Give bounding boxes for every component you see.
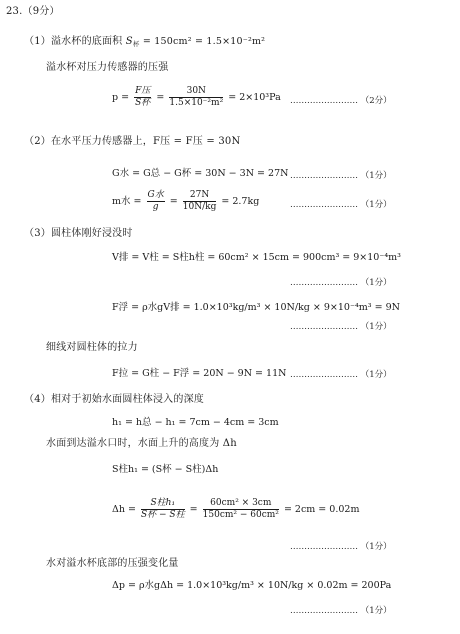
p-fraction2-num: 30N: [169, 86, 223, 98]
p-fraction-den: S杯: [135, 98, 151, 108]
dh-fraction2: [203, 498, 279, 521]
m-fraction: [147, 190, 165, 213]
part1-area-eq: = 150cm² = 1.5×10⁻²m²: [142, 36, 266, 47]
dh-lhs: Δh =: [112, 504, 136, 515]
part3-label: （3）: [24, 228, 51, 239]
p-fraction: [134, 86, 151, 109]
p-lhs: p =: [112, 92, 130, 103]
part3-tension-text: 细线对圆柱体的拉力: [46, 342, 138, 353]
part4-rise-text: 水面到达溢水口时，水面上升的高度为 Δh: [46, 438, 237, 449]
part1-score: …………………… （2分）: [290, 96, 392, 106]
part1-pressure-formula: [112, 86, 281, 110]
dh-mid: =: [189, 504, 198, 515]
m-lhs: m水 =: [112, 196, 142, 207]
part4-line: [24, 394, 204, 406]
part3-t-eq: F拉 = G柱 − F浮 = 20N − 9N = 11N: [112, 368, 287, 379]
part2-text: 在水平压力传感器上，F压 = F压 = 30N: [50, 136, 241, 147]
part4-score2: …………………… （1分）: [290, 606, 392, 616]
part3-score1: …………………… （1分）: [290, 278, 392, 288]
dh-fraction2-den: 150cm² − 60cm²: [202, 510, 279, 520]
part3-v-eq: V排 = V柱 = S柱h柱 = 60cm² × 15cm = 900cm³ = 9×10⁻⁴m³: [112, 252, 401, 263]
m-fraction2-den: 10N/kg: [182, 202, 217, 212]
part3-text: 圆柱体刚好浸没时: [50, 228, 133, 239]
m-result: = 2.7kg: [221, 196, 260, 207]
part4-dp-eq: Δp = ρ水gΔh = 1.0×10³kg/m³ × 10N/kg × 0.02m = 200Pa: [112, 580, 392, 591]
p-fraction2: [169, 86, 223, 109]
part2-line: [24, 136, 240, 148]
m-fraction-den: g: [152, 202, 159, 212]
part1-area-text: 溢水杯的底面积: [50, 36, 123, 47]
dh-fraction: [141, 498, 185, 521]
p-mid: =: [156, 92, 165, 103]
part4-dh-formula: [112, 498, 359, 522]
part1-line: [24, 36, 265, 50]
p-fraction-num: F压: [135, 86, 151, 96]
part3-f-eq: F浮 = ρ水gV排 = 1.0×10³kg/m³ × 10N/kg × 9×10⁻⁴m³ = 9N: [112, 302, 400, 313]
m-mid: =: [169, 196, 178, 207]
part4-s-eq: S柱h₁ = (S杯 − S柱)Δh: [112, 464, 219, 475]
p-fraction2-den: 1.5×10⁻²m²: [169, 98, 224, 108]
part4-change-text: 水对溢水杯底部的压强变化量: [46, 558, 179, 569]
dh-fraction-num: S柱h₁: [141, 498, 185, 510]
part2-score1: …………………… （1分）: [290, 171, 392, 181]
part2-label: （2）: [24, 136, 51, 147]
part2-g-eq: G水 = G总 − G杯 = 30N − 3N = 27N: [112, 168, 289, 179]
dh-fraction2-num: 60cm² × 3cm: [203, 498, 279, 510]
part2-score2: …………………… （1分）: [290, 200, 392, 210]
part4-label: （4）: [24, 394, 51, 405]
part2-mass-formula: [112, 190, 259, 214]
dh-fraction-den: S杯 − S柱: [141, 510, 185, 520]
part3-score3: …………………… （1分）: [290, 370, 392, 380]
part3-line: [24, 228, 133, 240]
m-fraction-num: G水: [147, 190, 164, 200]
question-header: 23.（9分）: [6, 6, 60, 17]
s-subscript: 杯: [132, 40, 140, 48]
m-fraction2-num: 27N: [183, 190, 217, 202]
p-result: = 2×10³Pa: [228, 92, 281, 103]
part1-label: （1）: [24, 36, 51, 47]
part4-score1: …………………… （1分）: [290, 542, 392, 552]
part1-pressure-text: 溢水杯对压力传感器的压强: [46, 62, 169, 73]
part3-score2: …………………… （1分）: [290, 322, 392, 332]
m-fraction2: [183, 190, 217, 213]
s-symbol: S: [125, 36, 133, 47]
dh-result: = 2cm = 0.02m: [283, 504, 360, 515]
part4-text: 相对于初始水面圆柱体浸入的深度: [50, 394, 204, 405]
part4-h-eq: h₁ = h总 − h₁ = 7cm − 4cm = 3cm: [112, 417, 279, 428]
